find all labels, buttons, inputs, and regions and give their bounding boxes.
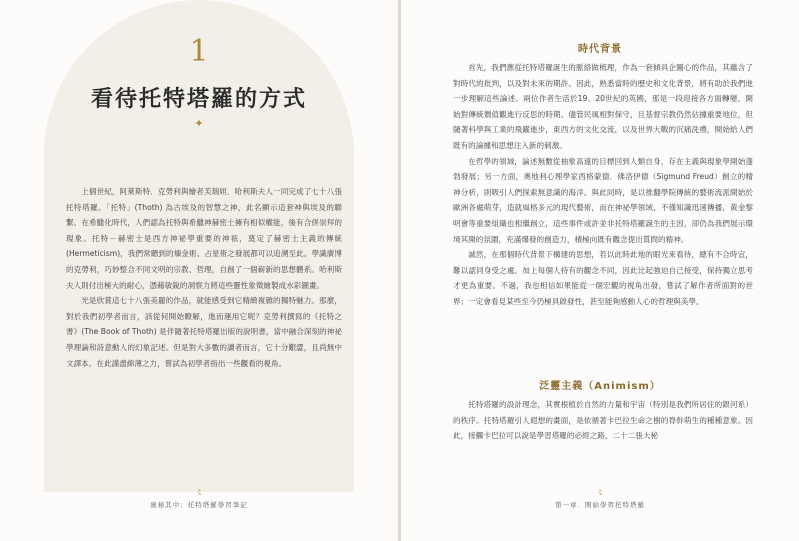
section-title-animism: 泛靈主義（Animism） [539, 381, 661, 392]
footer-ornament-icon: 〻 [195, 488, 203, 497]
chapter-intro-text [66, 184, 342, 371]
ornament-icon: ✦ [194, 117, 204, 130]
paragraph: 上個世紀，阿萊斯特．克勞利與繪者芙瑞妲．哈利斯夫人一同完成了七十八張托特塔羅。「托特」(Thoth) 為古埃及的智慧之神，此名顯示這套神與埃及的聯繫。在希臘化時代，人們認為托特與希臘神赫密士擁有相似權能，後有合併崇拜的現象。托特－赫密士是西方神祕學重要的神祇，奠定了赫密士主義的傳統(Hermeticism)，我們常聽到的煉金術、占星術之發展都可以追溯至此。學識廣博的克勞利，巧妙整合不同文明的宗教、哲理，自創了一個嶄新的思想體系。哈利斯夫人則付出極大的耐心，憑藉敏銳的洞察力將這些靈性象徵繪製成水彩圖畫。 [66, 187, 342, 290]
running-footer-right: 第一章．開始學習托特塔羅 [555, 501, 645, 509]
paragraph: 光是欣賞這七十八張美麗的作品，就能感受到它精緻複雜的獨特魅力。那麼，對於我們初學者而言，該從何開始瞭解，進而運用它呢？克勞利撰寫的《托特之書》(The Book of Thoth) 是伴隨著托特塔羅出版的說明書，當中融合深刻的神祕學理論和詩意動人的幻象記述。但是對大多數的讀者而言，它十分艱澀，且尚無中文譯本。在此謹盡綿薄之力，嘗試為初學者指出一些觀看的視角。 [66, 296, 342, 368]
section-background-text [453, 60, 753, 310]
running-footer-left: 奧秘其中：托特塔羅學習筆記 [150, 501, 248, 509]
paragraph: 首先，我們應從托特塔羅誕生的脈絡做梳理，作為一套傾具企圖心的作品，其蘊含了對時代的批判，以及對未來的期許。因此，熟悉當時的歷史和文化背景，將有助於我們進一步理解這些論述。兩位作者生活於19、20世紀的英國，那是一段迎接各方面轉變、開始對傳統價值觀進行反思的時期。儘管民風相對保守，且基督宗教仍然佔據重要地位，但隨著科學與工業的飛躍進步，東西方的文化交流，以及世界大戰的沉痛洗禮，開始給人們既有的論據和思想注入新的刺激。 [453, 63, 753, 150]
footer-ornament-icon: 〻 [596, 488, 604, 497]
chapter-title: 看待托特塔羅的方式 [90, 87, 307, 112]
chapter-number: 1 [189, 34, 209, 69]
right-page [401, 0, 799, 541]
section-title-background: 時代背景 [578, 44, 622, 55]
paragraph: 托特塔羅的設計理念，其實根植於自然的力量和宇宙（特別是我們所居住的銀河系）的秩序。托特塔羅引人遐想的畫面，是依循著卡巴拉生命之樹的脊幹萌生的種種意象。因此，接觸卡巴拉可以說是學習塔羅的必經之路，二十二張大秘 [453, 400, 753, 441]
paragraph: 在哲學的領域，論述無數從抽象高遠的目標回到人類自身，存在主義與現象學開始蓬勃發展；另一方面，奧地利心理學家西格蒙德．佛洛伊德（Sigmund Freud）創立的精神分析，則吸引人們探索無意識的海洋。與此同時，是以推翻學院傳統的藝術流派開始於歐洲各處萌芽，造就風格多元的現代藝術，而在神祕學領域，不僅知識迅速傳播，黃金黎明會等重要組織也相繼創立，這些事件或許並非托特塔羅誕生的主因，卻仍為我們展示環境其開的氛圍，充滿爆發的創造力，積極向既有觀念提出質問的精神。 [453, 156, 753, 244]
section-animism-text [453, 397, 753, 444]
left-page [0, 0, 398, 541]
paragraph: 誠然，在那個時代背景下構建的思想，若以此時此地的眼光來看待，總有不合時宜，難以認同身受之處。加上每個人持有的觀念不同，因此比起強迫自己接受，保持獨立思考才更為重要。不過，我也相信如果能從一個宏觀的視角出發，嘗試了解作者所面對的世界；一定會看見某些至今仍極具啟發性，甚至能夠感動人心的哲理與美學。 [453, 250, 753, 306]
